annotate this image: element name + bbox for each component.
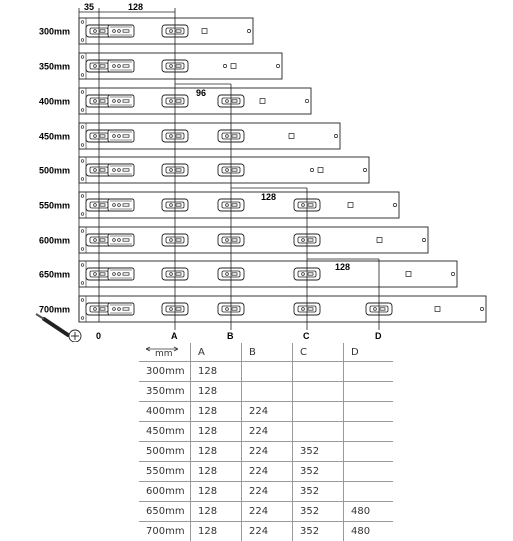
spacing-value-cell: 128: [191, 382, 242, 402]
spacing-value-cell: 128: [191, 362, 242, 382]
spacing-value-cell: 480: [344, 502, 394, 522]
rail-size-label: 700mm: [39, 305, 70, 315]
spacing-value-cell: 128: [191, 442, 242, 462]
rail-row: [39, 261, 457, 287]
spacing-table-wrap: [139, 343, 393, 541]
spacing-value-cell: 352: [293, 522, 344, 541]
spacing-value-cell: [293, 402, 344, 422]
axis-label-a: A: [171, 331, 178, 341]
rail-body: [79, 261, 457, 287]
dim-35-label: 35: [84, 2, 94, 12]
spacing-value-cell: [344, 362, 394, 382]
rail-size-label: 600mm: [39, 236, 70, 246]
rail-row: [39, 53, 282, 79]
spacing-value-cell: 480: [344, 522, 394, 541]
spacing-value-cell: 224: [242, 462, 293, 482]
rail-size-label: 300mm: [39, 27, 70, 37]
spacing-label-128-b: 128: [261, 192, 276, 202]
rail-row: [39, 157, 369, 183]
dim-128-label: 128: [128, 2, 143, 12]
column-header-d: D: [344, 343, 394, 362]
rail-size-label: 650mm: [39, 270, 70, 280]
spacing-value-cell: [344, 482, 394, 502]
spacing-value-cell: 128: [191, 482, 242, 502]
axis-label-b: B: [227, 331, 234, 341]
row-size-cell: 300mm: [139, 362, 191, 382]
unit-label: mm: [155, 349, 173, 359]
row-size-cell: 700mm: [139, 522, 191, 541]
spacing-label-128-c: 128: [335, 262, 350, 272]
rail-size-label: 500mm: [39, 166, 70, 176]
column-header-c: C: [293, 343, 344, 362]
axis-label-d: D: [375, 331, 382, 341]
table-row: [139, 482, 393, 502]
spacing-value-cell: [293, 362, 344, 382]
table-row: [139, 362, 393, 382]
spacing-value-cell: [344, 402, 394, 422]
table-row: [139, 382, 393, 402]
row-size-cell: 600mm: [139, 482, 191, 502]
unit-header: [139, 343, 191, 362]
spacing-value-cell: 224: [242, 422, 293, 442]
screw-head-icon: [69, 330, 81, 342]
row-size-cell: 400mm: [139, 402, 191, 422]
screwdriver-icon: [36, 314, 68, 335]
rail-row: [39, 227, 428, 253]
table-row: [139, 522, 393, 541]
spacing-value-cell: 128: [191, 462, 242, 482]
spacing-value-cell: 128: [191, 422, 242, 442]
spacing-value-cell: [344, 422, 394, 442]
rail-row: [39, 192, 399, 218]
column-header-a: A: [191, 343, 242, 362]
spacing-value-cell: 224: [242, 442, 293, 462]
spacing-value-cell: 224: [242, 502, 293, 522]
spacing-value-cell: [344, 462, 394, 482]
row-size-cell: 550mm: [139, 462, 191, 482]
spacing-value-cell: 352: [293, 482, 344, 502]
table-row: [139, 442, 393, 462]
rail-size-label: 400mm: [39, 97, 70, 107]
rail-row: [39, 123, 340, 149]
axis-label-0: 0: [96, 331, 101, 341]
spacing-value-cell: 224: [242, 482, 293, 502]
column-header-b: B: [242, 343, 293, 362]
rail-row: [39, 18, 253, 44]
table-row: [139, 402, 393, 422]
axis-label-c: C: [303, 331, 310, 341]
spacing-value-cell: 224: [242, 522, 293, 541]
row-size-cell: 350mm: [139, 382, 191, 402]
row-size-cell: 650mm: [139, 502, 191, 522]
spacing-value-cell: 352: [293, 442, 344, 462]
spacing-value-cell: 128: [191, 502, 242, 522]
spacing-value-cell: [344, 382, 394, 402]
spacing-label-96: 96: [196, 88, 206, 98]
table-header-row: [139, 343, 393, 362]
spacing-value-cell: [293, 422, 344, 442]
rail-row: [39, 296, 486, 322]
spacing-value-cell: [242, 362, 293, 382]
rail-body: [79, 296, 486, 322]
row-size-cell: 500mm: [139, 442, 191, 462]
spacing-value-cell: [242, 382, 293, 402]
spacing-value-cell: 224: [242, 402, 293, 422]
table-row: [139, 462, 393, 482]
rail-size-label: 450mm: [39, 132, 70, 142]
spacing-value-cell: [344, 442, 394, 462]
spacing-table: [139, 343, 393, 541]
rail-size-label: 550mm: [39, 201, 70, 211]
spacing-value-cell: 352: [293, 502, 344, 522]
rail-size-label: 350mm: [39, 62, 70, 72]
spacing-value-cell: [293, 382, 344, 402]
row-size-cell: 450mm: [139, 422, 191, 442]
table-row: [139, 422, 393, 442]
spacing-value-cell: 128: [191, 522, 242, 541]
spacing-value-cell: 352: [293, 462, 344, 482]
table-row: [139, 502, 393, 522]
rails-group: [39, 18, 486, 322]
spacing-value-cell: 128: [191, 402, 242, 422]
